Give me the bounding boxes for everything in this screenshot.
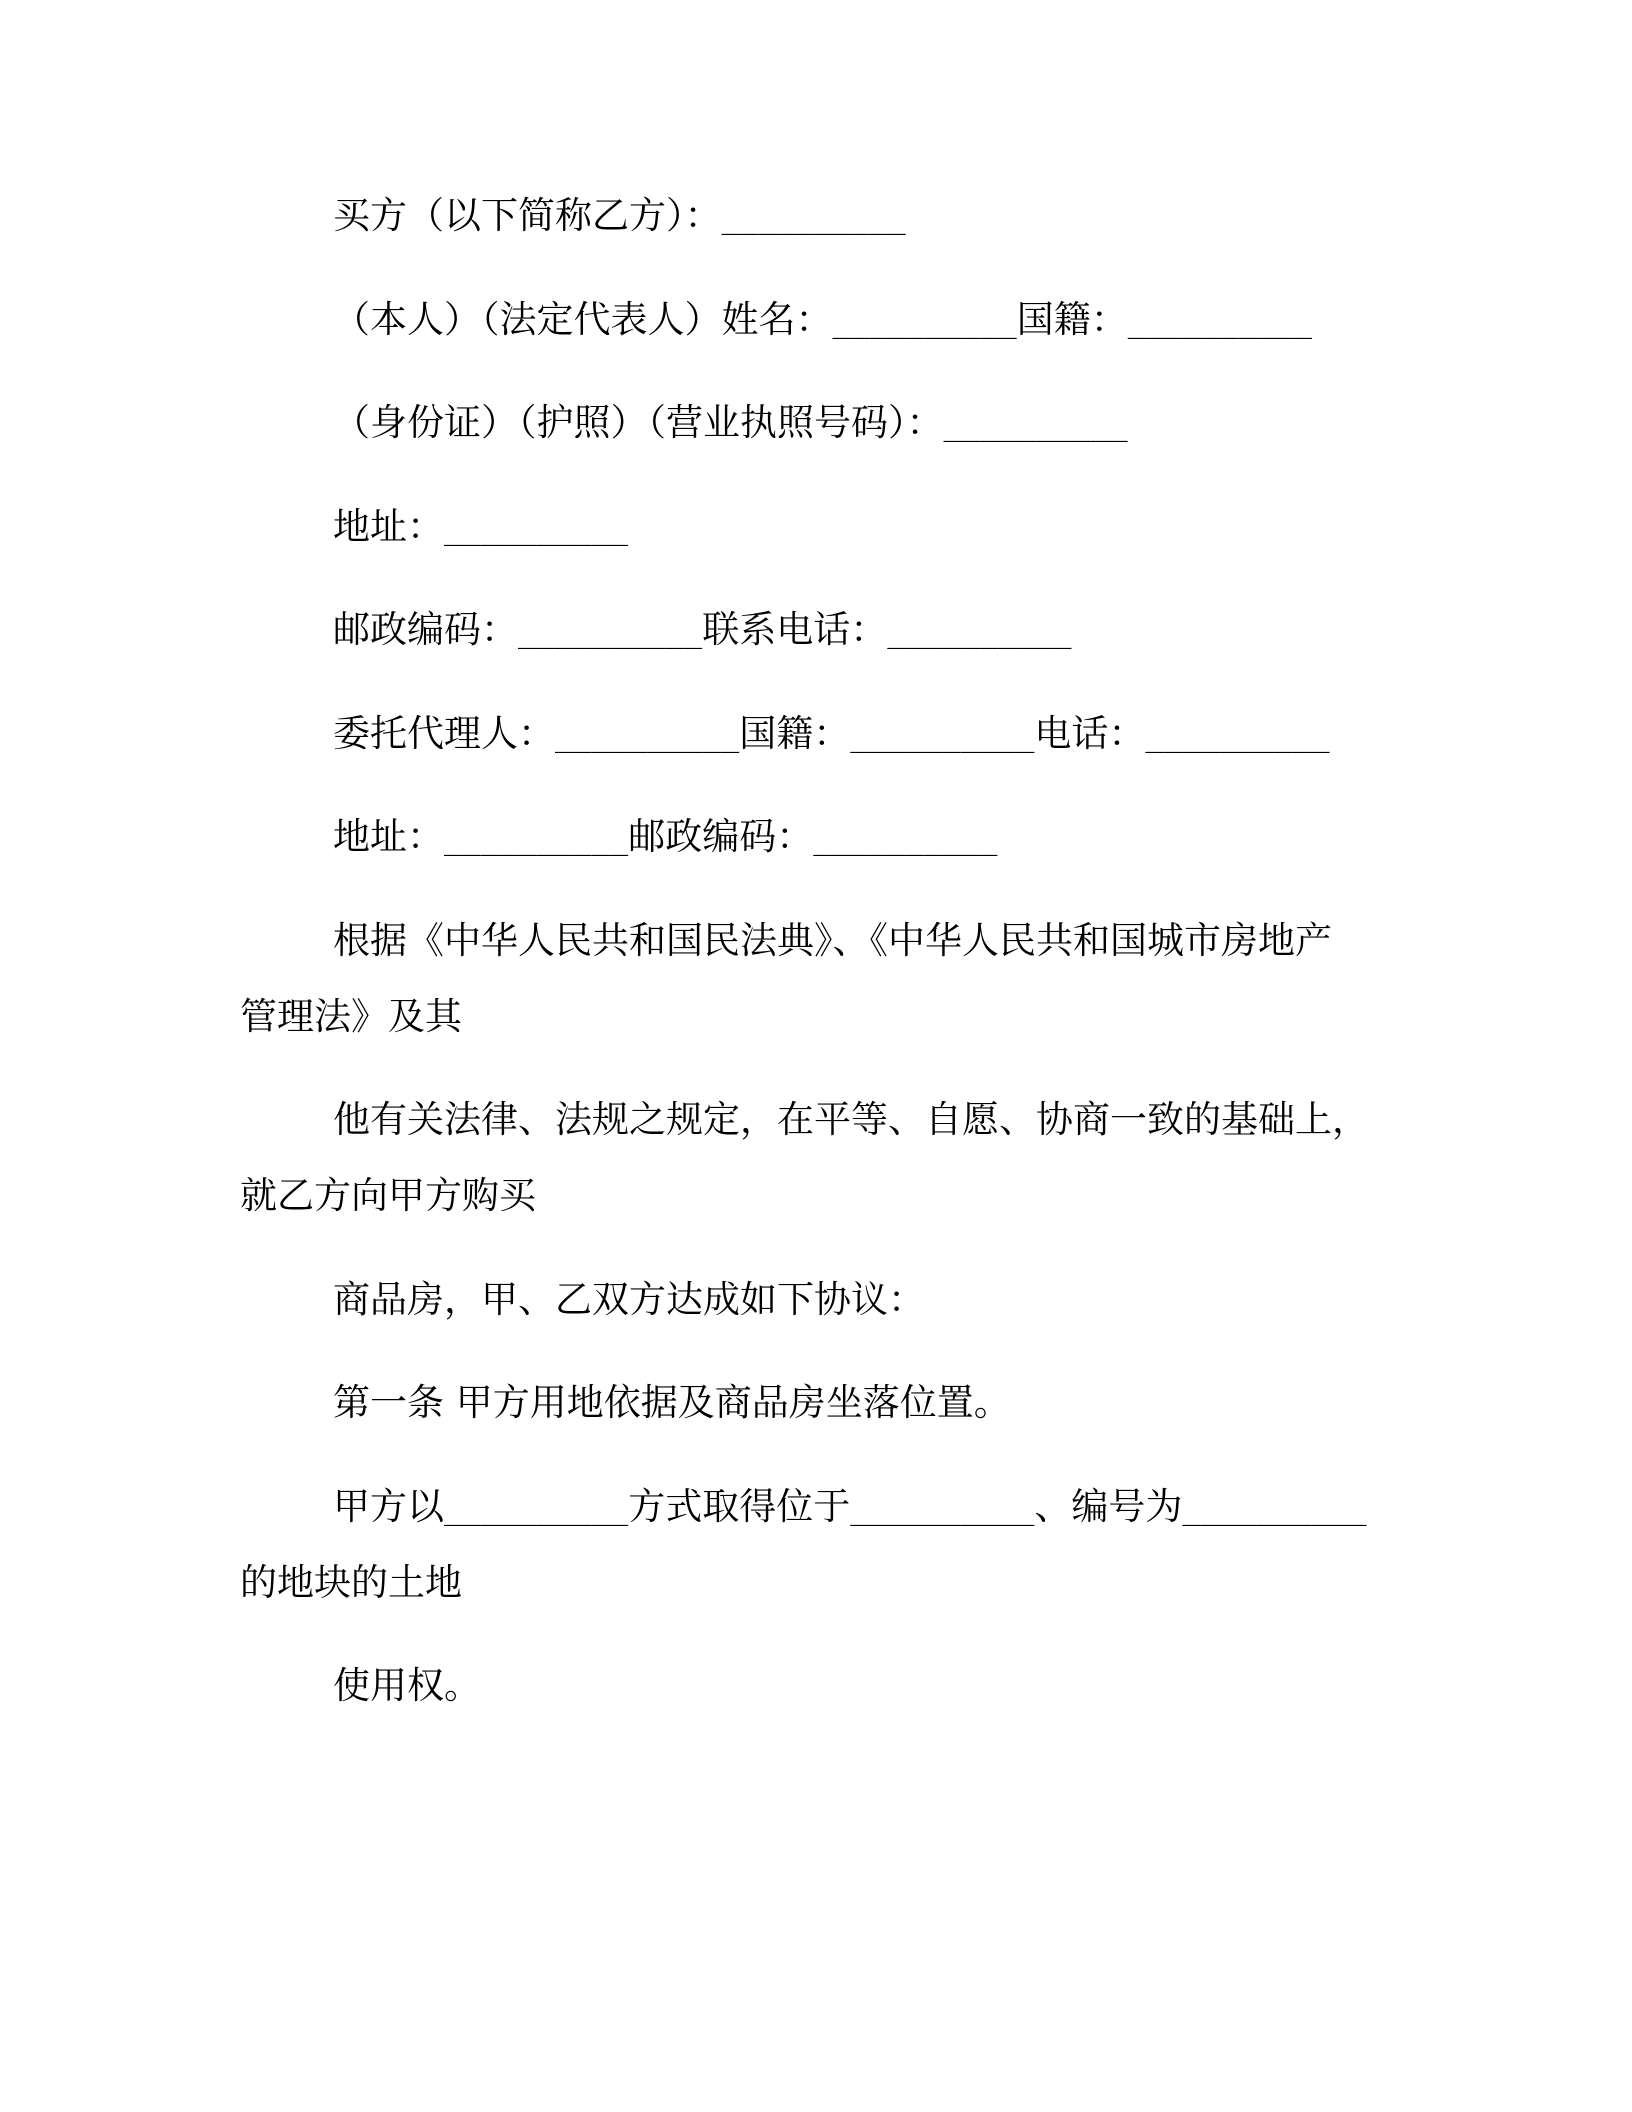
paragraph-line: 使用权。 [333,1664,481,1707]
buyer-postcode-blank: __________ [518,615,703,650]
article-1-closing [0,1648,1632,1724]
buyer-nationality-blank: __________ [1127,304,1312,340]
buyer-nationality-label: 国籍： [1016,297,1128,341]
agent-blank: __________ [555,718,740,754]
buyer-phone-blank: __________ [887,615,1072,650]
buyer-id-blank: __________ [943,408,1128,443]
paragraph-line [240,799,1632,875]
article-1-heading [0,1365,1632,1441]
paragraph-line [240,592,1632,668]
agent-postcode-blank: __________ [813,822,998,857]
buyer-name-paragraph [0,282,1632,358]
agent-phone-blank: __________ [1145,718,1330,754]
paragraph-line [240,282,1632,358]
preamble-paragraph [0,903,1632,1055]
buyer-heading-blank: __________ [721,201,906,236]
plot-number-blank: __________ [1182,1491,1367,1527]
agent-address-blank: __________ [444,822,629,857]
buyer-name-label: （本人）（法定代表人）姓名： [333,297,833,341]
buyer-address-label: 地址： [333,504,444,548]
buyer-postcode-label: 邮政编码： [333,608,518,651]
agent-postcode-label: 邮政编码： [628,815,814,858]
clause-text: 甲方以 [333,1484,444,1528]
location-blank: __________ [850,1491,1035,1527]
buyer-name-blank: __________ [832,304,1017,340]
paragraph-line: 管理法》及其 [240,994,462,1038]
agent-nationality-blank: __________ [850,718,1035,754]
paragraph-line: 就乙方向甲方购买 [240,1174,536,1217]
paragraph-line: 商品房，甲、乙双方达成如下协议： [333,1277,925,1321]
buyer-address-paragraph [0,489,1632,565]
paragraph-line [240,178,1632,254]
agent-address-label: 地址： [333,815,444,858]
buyer-id-paragraph [0,385,1632,461]
article-1-clause [0,1469,1632,1621]
buyer-id-label: （身份证）（护照）（营业执照号码）： [333,401,944,444]
acquisition-method-blank: __________ [444,1491,629,1527]
buyer-heading-label: 买方（以下简称乙方）： [333,194,722,237]
clause-text: 、编号为 [1034,1484,1183,1528]
paragraph-line: 根据《中华人民共和国民法典》、《中华人民共和国城市房地产 [333,918,1332,962]
paragraph-line: 的地块的土地 [240,1560,462,1604]
buyer-contact-paragraph [0,592,1632,668]
agent-address-paragraph [0,799,1632,875]
buyer-address-blank: __________ [444,511,629,547]
paragraph-line [240,489,1632,565]
paragraph-line: 第一条 甲方用地依据及商品房坐落位置。 [333,1381,1011,1424]
agent-paragraph [0,696,1632,772]
agent-phone-label: 电话： [1034,711,1146,755]
paragraph-line [240,1469,1632,1545]
clause-text: 方式取得位于 [628,1484,851,1528]
agent-nationality-label: 国籍： [739,711,851,755]
preamble-paragraph [0,1082,1632,1234]
paragraph-line [240,696,1632,772]
agent-label: 委托代理人： [333,711,555,755]
paragraph-line: 他有关法律、法规之规定，在平等、自愿、协商一致的基础上， [333,1098,1369,1141]
paragraph-line [240,385,1632,461]
buyer-phone-label: 联系电话： [702,608,888,651]
buyer-heading-paragraph [0,178,1632,254]
preamble-paragraph [0,1262,1632,1338]
